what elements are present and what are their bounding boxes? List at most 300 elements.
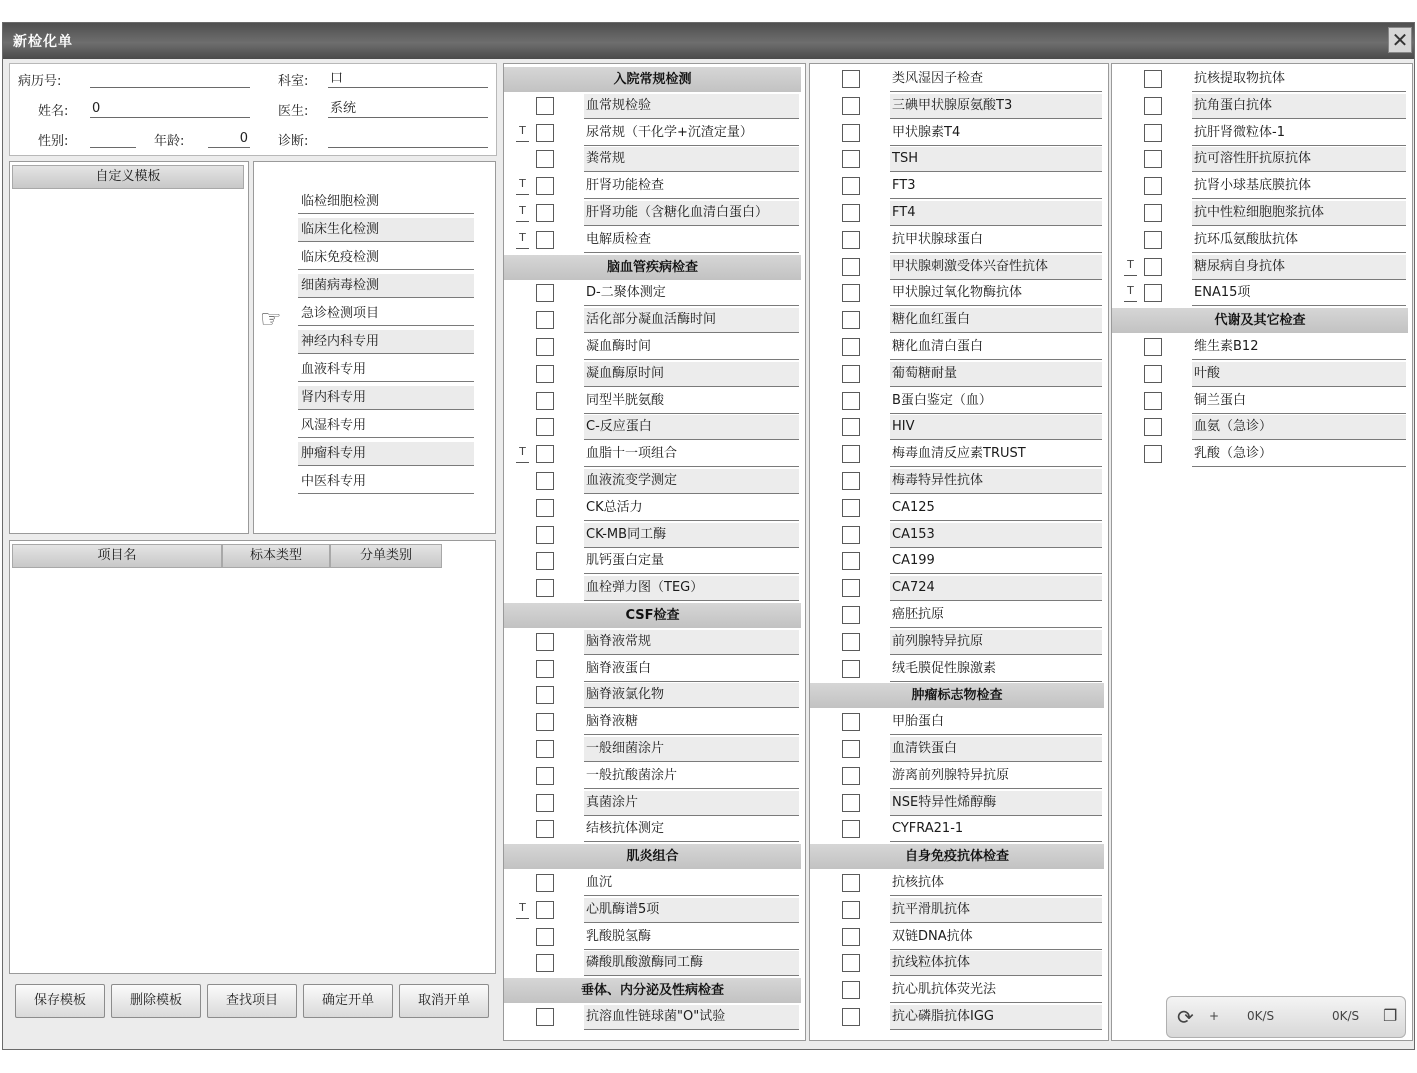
- test-item-label: 血沉: [584, 871, 799, 896]
- test-item-label: 抗甲状腺球蛋白: [890, 228, 1102, 253]
- test-item-checkbox[interactable]: [536, 767, 554, 785]
- test-group-header: [1112, 307, 1412, 334]
- test-item-row[interactable]: [504, 1004, 805, 1031]
- test-item-row[interactable]: [504, 522, 805, 549]
- test-item-checkbox[interactable]: [842, 1008, 860, 1026]
- test-item-row[interactable]: [810, 66, 1108, 93]
- test-item-label: 血清铁蛋白: [890, 737, 1102, 762]
- category-panel: [253, 161, 496, 534]
- test-item-label: 乳酸（急诊）: [1192, 442, 1406, 467]
- confirm-order-button[interactable]: 确定开单: [303, 984, 393, 1018]
- test-item-checkbox[interactable]: [536, 874, 554, 892]
- test-item-checkbox[interactable]: [536, 713, 554, 731]
- test-item-label: 叶酸: [1192, 362, 1406, 387]
- test-item-row[interactable]: [810, 468, 1108, 495]
- pager-plus[interactable]: +: [1209, 1009, 1220, 1023]
- test-item-row[interactable]: [504, 736, 805, 763]
- test-item-checkbox[interactable]: [536, 794, 554, 812]
- test-item-row[interactable]: [810, 950, 1108, 977]
- test-item-row[interactable]: [810, 924, 1108, 951]
- test-item-checkbox[interactable]: [1144, 150, 1162, 168]
- test-item-checkbox[interactable]: [1144, 204, 1162, 222]
- test-item-row[interactable]: [1112, 361, 1412, 388]
- test-item-label: 凝血酶时间: [584, 335, 799, 360]
- test-item-row[interactable]: [1112, 414, 1412, 441]
- test-item-label: 糖化血清白蛋白: [890, 335, 1102, 360]
- test-item-label: 甲状腺过氧化物酶抗体: [890, 281, 1102, 306]
- test-item-row[interactable]: [1112, 280, 1412, 307]
- test-item-label: 电解质检查: [584, 228, 799, 253]
- category-item[interactable]: 神经内科专用: [298, 330, 474, 354]
- test-item-label: CK-MB同工酶: [584, 523, 799, 548]
- test-item-label: 甲状腺素T4: [890, 121, 1102, 146]
- test-group-title: 肿瘤标志物检查: [810, 683, 1104, 708]
- test-item-checkbox[interactable]: [842, 70, 860, 88]
- test-item-label: 血液流变学测定: [584, 469, 799, 494]
- test-item-checkbox[interactable]: [842, 633, 860, 651]
- test-item-checkbox[interactable]: [536, 820, 554, 838]
- test-item-label: 磷酸肌酸激酶同工酶: [584, 951, 799, 976]
- test-item-row[interactable]: [504, 334, 805, 361]
- test-group-title: CSF检查: [504, 603, 801, 628]
- test-item-checkbox[interactable]: [536, 231, 554, 249]
- test-item-checkbox[interactable]: [536, 686, 554, 704]
- test-item-checkbox[interactable]: [842, 820, 860, 838]
- test-item-row[interactable]: [1112, 200, 1412, 227]
- test-item-label: 双链DNA抗体: [890, 925, 1102, 950]
- test-item-label: 抗环瓜氨酸肽抗体: [1192, 228, 1406, 253]
- test-item-checkbox[interactable]: [536, 552, 554, 570]
- test-item-checkbox[interactable]: [536, 526, 554, 544]
- test-item-label: 血栓弹力图（TEG）: [584, 576, 799, 601]
- dept-field[interactable]: 口: [328, 70, 488, 88]
- test-item-row[interactable]: [810, 227, 1108, 254]
- test-item-checkbox[interactable]: [1144, 445, 1162, 463]
- test-item-checkbox[interactable]: [536, 954, 554, 972]
- test-item-row[interactable]: [810, 1004, 1108, 1031]
- test-group-title: 自身免疫抗体检查: [810, 844, 1104, 869]
- test-item-checkbox[interactable]: [842, 445, 860, 463]
- test-item-row[interactable]: [810, 656, 1108, 683]
- record-no-field[interactable]: [90, 70, 250, 88]
- test-item-checkbox[interactable]: [536, 124, 554, 142]
- test-item-label: 一般抗酸菌涂片: [584, 764, 799, 789]
- category-item[interactable]: 临床免疫检测: [298, 246, 474, 270]
- name-label: 姓名:: [38, 104, 69, 119]
- test-item-row[interactable]: [504, 146, 805, 173]
- test-item-label: 维生素B12: [1192, 335, 1406, 360]
- test-item-checkbox[interactable]: [536, 150, 554, 168]
- test-item-row[interactable]: [810, 173, 1108, 200]
- save-template-button[interactable]: 保存模板: [15, 984, 105, 1018]
- test-item-checkbox[interactable]: [842, 713, 860, 731]
- test-item-label: TSH: [890, 147, 1102, 172]
- test-item-label: 三碘甲状腺原氨酸T3: [890, 94, 1102, 119]
- test-item-row[interactable]: [810, 709, 1108, 736]
- test-item-flag: T: [516, 204, 529, 222]
- test-item-checkbox[interactable]: [536, 633, 554, 651]
- test-item-row[interactable]: [810, 441, 1108, 468]
- test-item-checkbox[interactable]: [536, 418, 554, 436]
- test-item-row[interactable]: [810, 629, 1108, 656]
- test-item-label: 血氨（急诊）: [1192, 415, 1406, 440]
- test-item-checkbox[interactable]: [1144, 338, 1162, 356]
- test-item-checkbox[interactable]: [1144, 392, 1162, 410]
- test-item-label: 同型半胱氨酸: [584, 389, 799, 414]
- test-item-flag: T: [1124, 258, 1137, 276]
- test-item-flag: T: [516, 445, 529, 463]
- test-item-flag: T: [516, 177, 529, 195]
- test-item-row[interactable]: [1112, 388, 1412, 415]
- test-item-checkbox[interactable]: [842, 365, 860, 383]
- age-field[interactable]: 0: [208, 130, 250, 148]
- diagnosis-label: 诊断:: [278, 134, 309, 149]
- test-item-checkbox[interactable]: [536, 177, 554, 195]
- test-item-label: CA199: [890, 549, 1102, 574]
- test-item-row[interactable]: [810, 254, 1108, 281]
- test-item-checkbox[interactable]: [536, 1008, 554, 1026]
- refresh-icon[interactable]: ⟳: [1177, 1005, 1194, 1029]
- test-item-checkbox[interactable]: [842, 124, 860, 142]
- test-item-checkbox[interactable]: [536, 499, 554, 517]
- test-item-row[interactable]: [504, 790, 805, 817]
- test-item-label: 抗核抗体: [890, 871, 1102, 896]
- test-item-row[interactable]: [504, 575, 805, 602]
- category-item[interactable]: 临床生化检测: [298, 218, 474, 242]
- patient-info-form: [9, 63, 497, 156]
- category-item[interactable]: 血液科专用: [298, 358, 474, 382]
- test-item-row[interactable]: [810, 414, 1108, 441]
- test-item-row[interactable]: [810, 495, 1108, 522]
- test-item-row[interactable]: [810, 736, 1108, 763]
- test-item-checkbox[interactable]: [1144, 258, 1162, 276]
- category-item[interactable]: 临检细胞检测: [298, 190, 474, 214]
- test-item-label: CA125: [890, 496, 1102, 521]
- test-item-checkbox[interactable]: [536, 660, 554, 678]
- test-item-label: NSE特异性烯醇酶: [890, 791, 1102, 816]
- test-item-checkbox[interactable]: [536, 338, 554, 356]
- test-item-label: 脑脊液氯化物: [584, 683, 799, 708]
- test-item-checkbox[interactable]: [1144, 97, 1162, 115]
- test-item-label: ENA15项: [1192, 281, 1406, 306]
- test-item-label: 游离前列腺特异抗原: [890, 764, 1102, 789]
- test-item-checkbox[interactable]: [1144, 231, 1162, 249]
- test-item-label: 抗角蛋白抗体: [1192, 94, 1406, 119]
- test-item-row[interactable]: [810, 602, 1108, 629]
- test-item-flag: T: [516, 124, 529, 142]
- test-item-label: C-反应蛋白: [584, 415, 799, 440]
- template-list-panel: [9, 161, 249, 534]
- test-item-checkbox[interactable]: [536, 579, 554, 597]
- test-item-label: FT4: [890, 201, 1102, 226]
- test-item-flag: T: [516, 231, 529, 249]
- cancel-order-button[interactable]: 取消开单: [399, 984, 489, 1018]
- doctor-field[interactable]: 系统: [328, 100, 488, 118]
- test-item-label: 血脂十一项组合: [584, 442, 799, 467]
- close-button[interactable]: [1388, 27, 1412, 53]
- test-item-checkbox[interactable]: [842, 392, 860, 410]
- test-item-row[interactable]: [810, 120, 1108, 147]
- test-item-row[interactable]: [1112, 334, 1412, 361]
- close-icon: ✕: [1391, 28, 1409, 52]
- test-item-label: 抗线粒体抗体: [890, 951, 1102, 976]
- test-item-flag: T: [516, 901, 529, 919]
- name-field[interactable]: 0: [90, 100, 250, 118]
- test-item-checkbox[interactable]: [536, 740, 554, 758]
- test-item-row[interactable]: [504, 307, 805, 334]
- test-item-row[interactable]: [504, 629, 805, 656]
- test-item-label: 抗核提取物抗体: [1192, 67, 1406, 92]
- test-item-flag: T: [1124, 284, 1137, 302]
- test-item-row[interactable]: [504, 227, 805, 254]
- test-group-header: [504, 602, 805, 629]
- category-item[interactable]: 细菌病毒检测: [298, 274, 474, 298]
- test-item-label: 结核抗体测定: [584, 817, 799, 842]
- test-item-row[interactable]: [810, 361, 1108, 388]
- column-header-specimen-type[interactable]: 标本类型: [222, 544, 330, 568]
- test-item-row[interactable]: [504, 548, 805, 575]
- test-item-checkbox[interactable]: [842, 874, 860, 892]
- test-item-label: 糖尿病自身抗体: [1192, 255, 1406, 280]
- test-group-title: 肌炎组合: [504, 844, 801, 869]
- test-group-title: 垂体、内分泌及性病检查: [504, 978, 801, 1003]
- test-item-row[interactable]: [810, 307, 1108, 334]
- test-item-label: 前列腺特异抗原: [890, 630, 1102, 655]
- test-item-checkbox[interactable]: [536, 392, 554, 410]
- test-item-label: 粪常规: [584, 147, 799, 172]
- test-item-label: 类风湿因子检查: [890, 67, 1102, 92]
- test-item-checkbox[interactable]: [842, 258, 860, 276]
- test-column-2: [809, 63, 1109, 1041]
- test-item-row[interactable]: [504, 495, 805, 522]
- test-item-label: 肌钙蛋白定量: [584, 549, 799, 574]
- test-item-checkbox[interactable]: [842, 177, 860, 195]
- test-item-row[interactable]: [504, 950, 805, 977]
- test-item-checkbox[interactable]: [536, 311, 554, 329]
- test-item-row[interactable]: [504, 200, 805, 227]
- test-item-row[interactable]: [1112, 227, 1412, 254]
- test-item-label: 梅毒特异性抗体: [890, 469, 1102, 494]
- test-item-row[interactable]: [504, 93, 805, 120]
- test-item-label: 肝肾功能（含糖化血清白蛋白）: [584, 201, 799, 226]
- test-item-label: 乳酸脱氢酶: [584, 925, 799, 950]
- test-item-checkbox[interactable]: [1144, 365, 1162, 383]
- test-item-label: 真菌涂片: [584, 791, 799, 816]
- column-header-order-category[interactable]: 分单类别: [330, 544, 442, 568]
- test-item-checkbox[interactable]: [842, 767, 860, 785]
- test-item-row[interactable]: [504, 682, 805, 709]
- test-item-row[interactable]: [810, 200, 1108, 227]
- test-item-row[interactable]: [504, 709, 805, 736]
- test-item-label: 脑脊液蛋白: [584, 657, 799, 682]
- test-item-label: 肝肾功能检查: [584, 174, 799, 199]
- test-group-title: 脑血管疾病检查: [504, 255, 801, 280]
- pager-left-value: 0K/S: [1247, 1009, 1275, 1023]
- test-item-label: 尿常规（干化学+沉渣定量）: [584, 121, 799, 146]
- test-item-checkbox[interactable]: [842, 794, 860, 812]
- test-item-row[interactable]: [504, 763, 805, 790]
- test-item-label: CYFRA21-1: [890, 817, 1102, 842]
- test-item-label: 抗溶血性链球菌"O"试验: [584, 1005, 799, 1030]
- test-item-row[interactable]: [504, 468, 805, 495]
- test-item-row[interactable]: [504, 656, 805, 683]
- test-item-label: 脑脊液常规: [584, 630, 799, 655]
- category-item[interactable]: 肿瘤科专用: [298, 442, 474, 466]
- test-item-label: D-二聚体测定: [584, 281, 799, 306]
- test-item-label: 心肌酶谱5项: [584, 898, 799, 923]
- test-item-checkbox[interactable]: [536, 97, 554, 115]
- test-item-checkbox[interactable]: [842, 552, 860, 570]
- pager-right-value: 0K/S: [1332, 1009, 1360, 1023]
- test-item-row[interactable]: [504, 414, 805, 441]
- window-restore-icon[interactable]: ❐: [1383, 1006, 1398, 1025]
- test-item-label: 甲状腺刺激受体兴奋性抗体: [890, 255, 1102, 280]
- test-item-label: 绒毛膜促性腺激素: [890, 657, 1102, 682]
- test-item-row[interactable]: [504, 120, 805, 147]
- test-item-row[interactable]: [504, 924, 805, 951]
- dialog-window: [2, 22, 1415, 1050]
- test-item-row[interactable]: [1112, 66, 1412, 93]
- category-item[interactable]: 肾内科专用: [298, 386, 474, 410]
- test-item-checkbox[interactable]: [842, 231, 860, 249]
- test-item-checkbox[interactable]: [842, 311, 860, 329]
- test-item-row[interactable]: [1112, 441, 1412, 468]
- test-item-checkbox[interactable]: [1144, 284, 1162, 302]
- test-item-row[interactable]: [810, 334, 1108, 361]
- test-item-row[interactable]: [504, 441, 805, 468]
- test-item-row[interactable]: [810, 575, 1108, 602]
- test-item-label: 抗平滑肌抗体: [890, 898, 1102, 923]
- test-item-row[interactable]: [810, 816, 1108, 843]
- test-item-checkbox[interactable]: [842, 284, 860, 302]
- test-item-row[interactable]: [504, 280, 805, 307]
- test-item-label: 葡萄糖耐量: [890, 362, 1102, 387]
- test-group-header: [810, 682, 1108, 709]
- test-item-checkbox[interactable]: [842, 901, 860, 919]
- test-column-3: [1111, 63, 1413, 1041]
- record-no-label: 病历号:: [18, 74, 62, 89]
- test-item-row[interactable]: [810, 897, 1108, 924]
- test-item-checkbox[interactable]: [842, 150, 860, 168]
- test-item-row[interactable]: [810, 93, 1108, 120]
- test-item-checkbox[interactable]: [842, 606, 860, 624]
- test-item-checkbox[interactable]: [536, 472, 554, 490]
- test-item-checkbox[interactable]: [842, 418, 860, 436]
- test-group-header: [504, 843, 805, 870]
- test-group-title: 代谢及其它检查: [1112, 308, 1408, 333]
- test-item-checkbox[interactable]: [536, 365, 554, 383]
- test-item-row[interactable]: [504, 388, 805, 415]
- test-column-1: [503, 63, 806, 1041]
- test-item-checkbox[interactable]: [536, 928, 554, 946]
- test-item-checkbox[interactable]: [1144, 418, 1162, 436]
- test-item-row[interactable]: [1112, 93, 1412, 120]
- test-item-row[interactable]: [1112, 254, 1412, 281]
- test-item-checkbox[interactable]: [1144, 177, 1162, 195]
- test-item-checkbox[interactable]: [842, 526, 860, 544]
- age-label: 年龄:: [154, 134, 185, 149]
- test-item-checkbox[interactable]: [842, 660, 860, 678]
- test-item-row[interactable]: [810, 870, 1108, 897]
- test-item-checkbox[interactable]: [842, 740, 860, 758]
- test-item-row[interactable]: [1112, 146, 1412, 173]
- test-item-label: 甲胎蛋白: [890, 710, 1102, 735]
- test-item-checkbox[interactable]: [536, 901, 554, 919]
- test-item-row[interactable]: [810, 548, 1108, 575]
- test-item-checkbox[interactable]: [536, 284, 554, 302]
- test-item-checkbox[interactable]: [842, 579, 860, 597]
- test-item-label: FT3: [890, 174, 1102, 199]
- test-item-label: B蛋白鉴定（血）: [890, 389, 1102, 414]
- test-item-label: 活化部分凝血活酶时间: [584, 308, 799, 333]
- test-item-checkbox[interactable]: [842, 981, 860, 999]
- test-item-checkbox[interactable]: [1144, 70, 1162, 88]
- test-item-checkbox[interactable]: [536, 445, 554, 463]
- test-item-row[interactable]: [810, 388, 1108, 415]
- test-item-checkbox[interactable]: [842, 338, 860, 356]
- test-item-row[interactable]: [810, 522, 1108, 549]
- test-item-row[interactable]: [810, 977, 1108, 1004]
- test-item-checkbox[interactable]: [842, 499, 860, 517]
- test-item-row[interactable]: [504, 870, 805, 897]
- test-item-checkbox[interactable]: [842, 204, 860, 222]
- test-item-row[interactable]: [810, 763, 1108, 790]
- test-item-label: 抗中性粒细胞胞浆抗体: [1192, 201, 1406, 226]
- test-item-label: CA153: [890, 523, 1102, 548]
- gender-field[interactable]: [90, 130, 136, 148]
- test-item-row[interactable]: [810, 146, 1108, 173]
- category-item[interactable]: 中医科专用: [298, 470, 474, 494]
- test-item-row[interactable]: [504, 361, 805, 388]
- delete-template-button[interactable]: 删除模板: [111, 984, 201, 1018]
- test-group-title: 入院常规检测: [504, 67, 801, 92]
- test-item-row[interactable]: [504, 173, 805, 200]
- test-item-label: 梅毒血清反应素TRUST: [890, 442, 1102, 467]
- pager-widget: [1166, 996, 1406, 1038]
- test-item-label: 抗肝肾微粒体-1: [1192, 121, 1406, 146]
- test-item-row[interactable]: [504, 897, 805, 924]
- title-bar: [3, 23, 1414, 59]
- test-item-label: 抗心磷脂抗体IGG: [890, 1005, 1102, 1030]
- category-item[interactable]: 风湿科专用: [298, 414, 474, 438]
- test-item-label: 糖化血红蛋白: [890, 308, 1102, 333]
- category-item[interactable]: 急诊检测项目: [298, 302, 474, 326]
- gender-label: 性别:: [38, 134, 69, 149]
- test-item-label: 一般细菌涂片: [584, 737, 799, 762]
- test-group-header: [504, 66, 805, 93]
- diagnosis-field[interactable]: [328, 130, 488, 148]
- test-item-label: 抗可溶性肝抗原抗体: [1192, 147, 1406, 172]
- window-title: 新检化单: [13, 34, 73, 50]
- column-header-item-name[interactable]: 项目名: [12, 544, 222, 568]
- test-item-checkbox[interactable]: [842, 928, 860, 946]
- test-group-header: [504, 977, 805, 1004]
- test-item-row[interactable]: [810, 280, 1108, 307]
- test-item-row[interactable]: [1112, 173, 1412, 200]
- test-item-row[interactable]: [504, 816, 805, 843]
- test-item-checkbox[interactable]: [536, 204, 554, 222]
- doctor-label: 医生:: [278, 104, 309, 119]
- test-item-checkbox[interactable]: [842, 97, 860, 115]
- find-item-button[interactable]: 查找项目: [207, 984, 297, 1018]
- test-group-header: [810, 843, 1108, 870]
- test-item-row[interactable]: [1112, 120, 1412, 147]
- test-item-checkbox[interactable]: [842, 954, 860, 972]
- test-item-row[interactable]: [810, 790, 1108, 817]
- test-item-checkbox[interactable]: [1144, 124, 1162, 142]
- test-group-header: [504, 254, 805, 281]
- test-item-checkbox[interactable]: [842, 472, 860, 490]
